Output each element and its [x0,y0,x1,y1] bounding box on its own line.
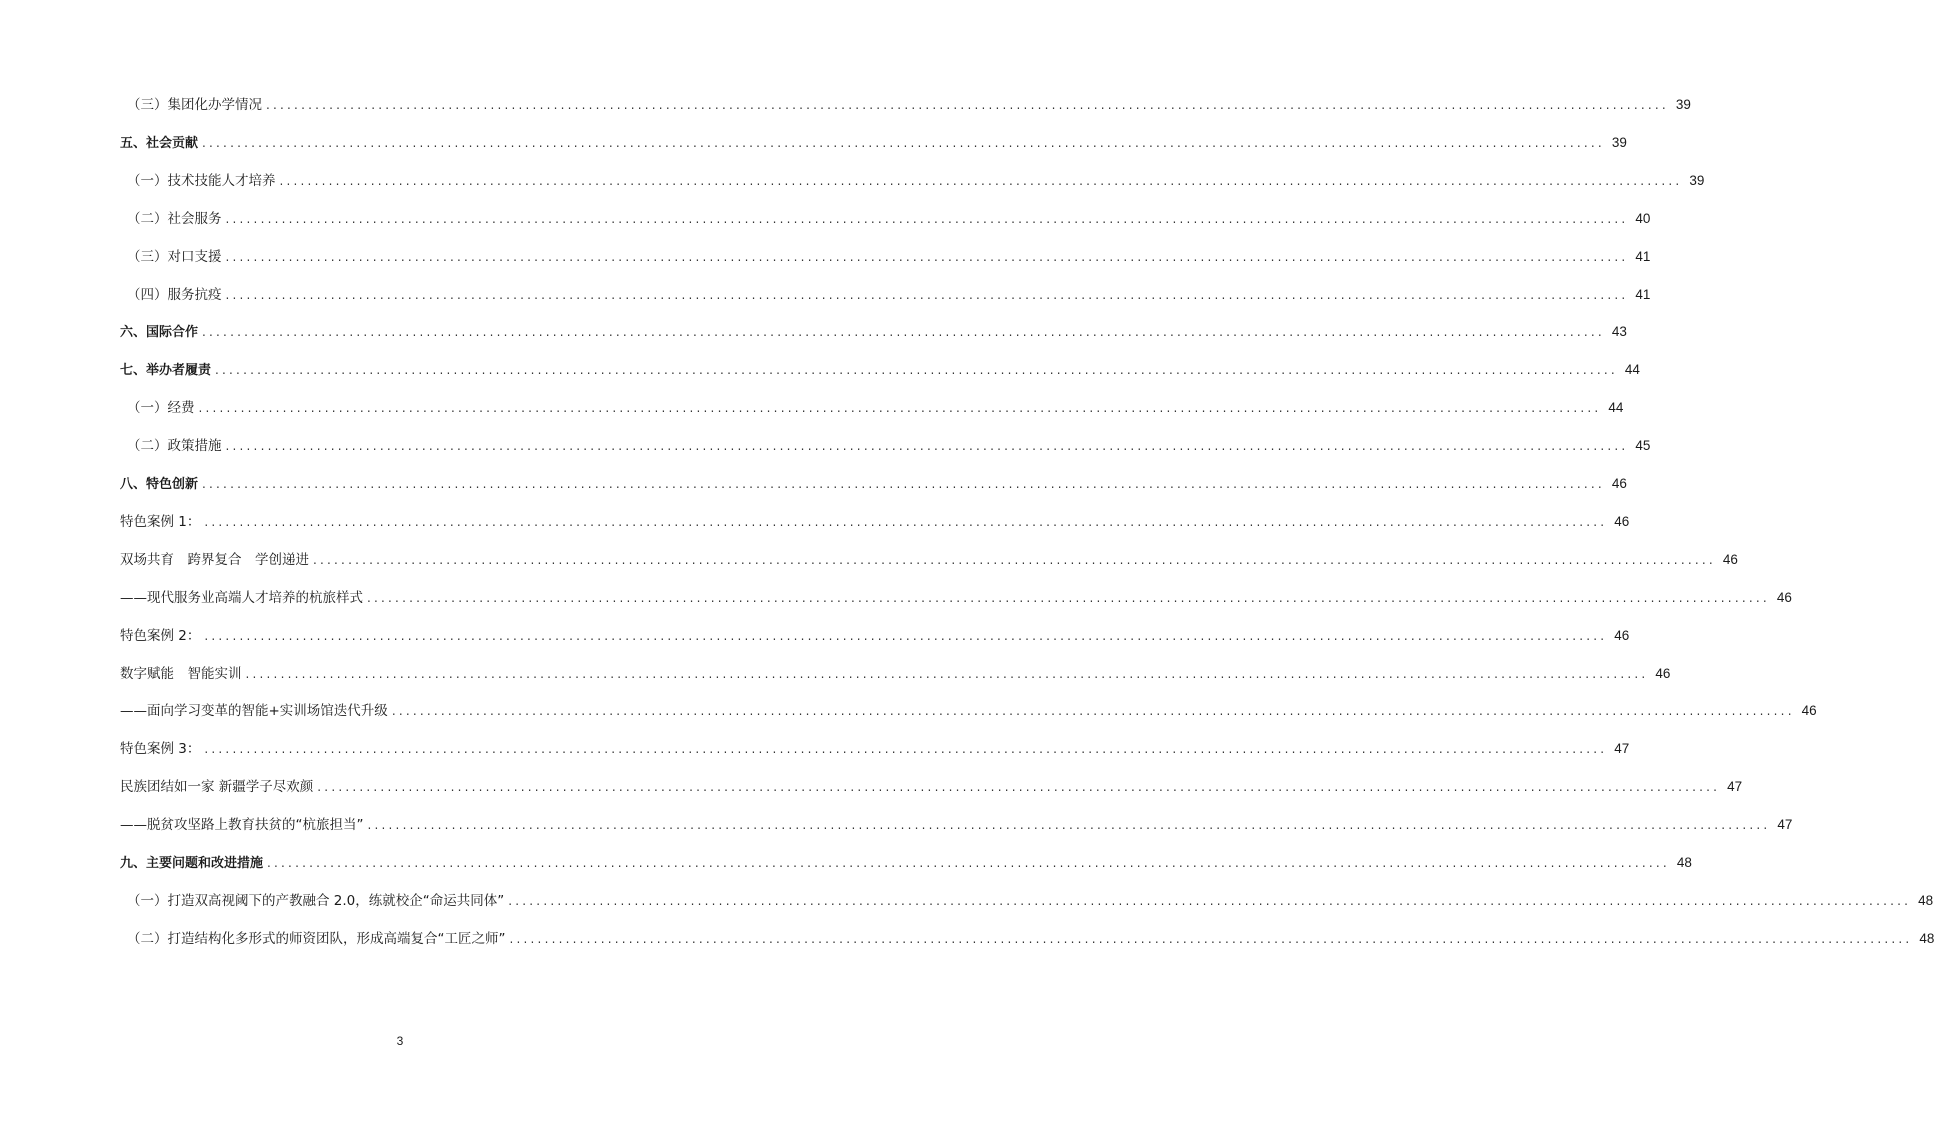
toc-entry[interactable] [120,473,1627,495]
toc-entry-page: 46 [1614,627,1630,643]
toc-entry[interactable] [120,132,1627,154]
toc-entry-page: 46 [1776,589,1792,605]
toc-entry-page: 48 [1918,892,1934,908]
toc-leader-dots: ........................................................................................................................................................................................................ [225,249,1629,264]
toc-leader-dots: ........................................................................................................................................................................................................ [202,477,1605,491]
toc-entry-label: （一）经费 [127,400,195,417]
toc-leader-dots: ........................................................................................................................................................................................................ [204,514,1608,529]
toc-entry-page: 47 [1777,817,1793,833]
toc-leader-dots: ........................................................................................................................................................................................................ [198,401,1602,416]
toc-entry[interactable] [127,246,1651,268]
page-number: 3 [396,1034,404,1048]
toc-entry-page: 45 [1635,438,1651,454]
toc-entry[interactable] [127,170,1705,192]
toc-entry-label: 五、社会贡献 [120,135,199,151]
toc-entry-label: 双场共育 跨界复合 学创递进 [120,551,309,568]
toc-entry-label: （二）打造结构化多形式的师资团队，形成高端复合“工匠之师” [127,930,506,947]
toc-entry-label: 六、国际合作 [120,325,199,341]
toc-leader-dots: ........................................................................................................................................................................................................ [202,325,1605,340]
toc-leader-dots: ........................................................................................................................................................................................................ [313,552,1716,567]
toc-entry-label: （一）技术技能人才培养 [127,172,276,189]
toc-entry[interactable] [120,776,1743,798]
toc-entry[interactable] [127,397,1624,419]
toc-entry-page: 39 [1689,172,1705,188]
toc-entry-label: 特色案例 1： [120,513,201,530]
toc-leader-dots: ........................................................................................................................................................................................................ [225,211,1629,226]
toc-entry-label: 八、特色创新 [120,477,199,492]
toc-leader-dots: ........................................................................................................................................................................................................ [245,666,1649,681]
toc-entry[interactable] [127,928,1934,950]
toc-entry-page: 39 [1611,134,1627,150]
toc-leader-dots: ........................................................................................................................................................................................................ [279,173,1683,188]
toc-leader-dots: ........................................................................................................................................................................................................ [225,287,1629,302]
toc-leader-dots: ........................................................................................................................................................................................................ [367,590,1770,605]
toc-leader-dots: ........................................................................................................................................................................................................ [204,742,1608,757]
toc-leader-dots: ........................................................................................................................................................................................................ [202,135,1605,150]
toc-entry[interactable] [120,852,1692,874]
toc-entry[interactable] [120,587,1792,609]
toc-entry-page: 48 [1676,855,1692,870]
toc-entry-label: （三）集团化办学情况 [127,97,262,113]
toc-entry-label: 九、主要问题和改进措施 [120,856,264,871]
toc-entry-page: 46 [1655,665,1671,681]
toc-entry-page: 48 [1919,930,1934,946]
toc-entry-label: 特色案例 2： [120,627,201,644]
toc-entry[interactable] [120,625,1630,647]
toc-leader-dots: ........................................................................................................................................................................................................ [509,931,1913,946]
toc-leader-dots: ........................................................................................................................................................................................................ [367,818,1771,833]
toc-entry-page: 46 [1801,703,1817,719]
toc-entry-label: 民族团结如一家 新疆学子尽欢颜 [120,779,314,796]
toc-entry[interactable] [120,549,1738,571]
toc-entry-label: ——现代服务业高端人才培养的杭旅样式 [120,589,363,606]
toc-entry[interactable] [127,284,1651,306]
toc-entry[interactable] [120,700,1817,722]
toc-entry[interactable] [120,321,1627,343]
toc-leader-dots: ........................................................................................................................................................................................................ [317,780,1721,795]
toc-leader-dots: ........................................................................................................................................................................................................ [391,704,1795,719]
toc-entry[interactable] [120,663,1671,685]
toc-entry-page: 46 [1611,476,1627,491]
toc-entry-page: 46 [1722,551,1738,567]
toc-entry[interactable] [120,738,1630,760]
toc-entry-label: ——脱贫攻坚路上教育扶贫的“杭旅担当” [120,817,364,834]
toc-entry-page: 44 [1608,400,1624,416]
toc-entry[interactable] [127,435,1651,457]
toc-entry[interactable] [120,511,1630,533]
toc-entry[interactable] [120,359,1640,381]
toc-entry-page: 39 [1675,97,1691,112]
toc-leader-dots: ........................................................................................................................................................................................................ [204,628,1608,643]
toc-entry-page: 44 [1624,362,1640,378]
toc-entry[interactable] [127,890,1934,912]
toc-entry[interactable] [127,94,1691,116]
toc-leader-dots: ........................................................................................................................................................................................................ [266,98,1669,112]
toc-entry-page: 41 [1635,286,1651,302]
toc-entry-label: 数字赋能 智能实训 [120,665,242,682]
toc-entry-page: 40 [1635,210,1651,226]
toc-leader-dots: ........................................................................................................................................................................................................ [215,363,1618,378]
toc-entry-label: 七、举办者履责 [120,363,212,379]
toc-entry-label: （二）社会服务 [127,210,222,227]
toc-entry[interactable] [127,208,1651,230]
toc-entry-page: 43 [1611,324,1627,340]
toc-entry-label: ——面向学习变革的智能+实训场馆迭代升级 [120,703,388,720]
toc-entry-page: 46 [1614,513,1630,529]
toc-entry-label: （四）服务抗疫 [127,286,222,303]
toc-entry-page: 41 [1635,248,1651,264]
toc-entry[interactable] [120,814,1793,836]
toc-entry-label: （二）政策措施 [127,438,222,455]
toc-leader-dots: ........................................................................................................................................................................................................ [225,439,1629,454]
toc-leader-dots: ........................................................................................................................................................................................................ [508,893,1912,908]
toc-entry-label: 特色案例 3： [120,741,201,758]
toc-entry-label: （三）对口支援 [127,248,222,265]
toc-entry-label: （一）打造双高视阈下的产教融合 2.0，练就校企“命运共同体” [127,892,505,909]
toc-entry-page: 47 [1614,741,1630,757]
toc-entry-page: 47 [1727,779,1743,795]
toc-leader-dots: ........................................................................................................................................................................................................ [267,856,1670,870]
